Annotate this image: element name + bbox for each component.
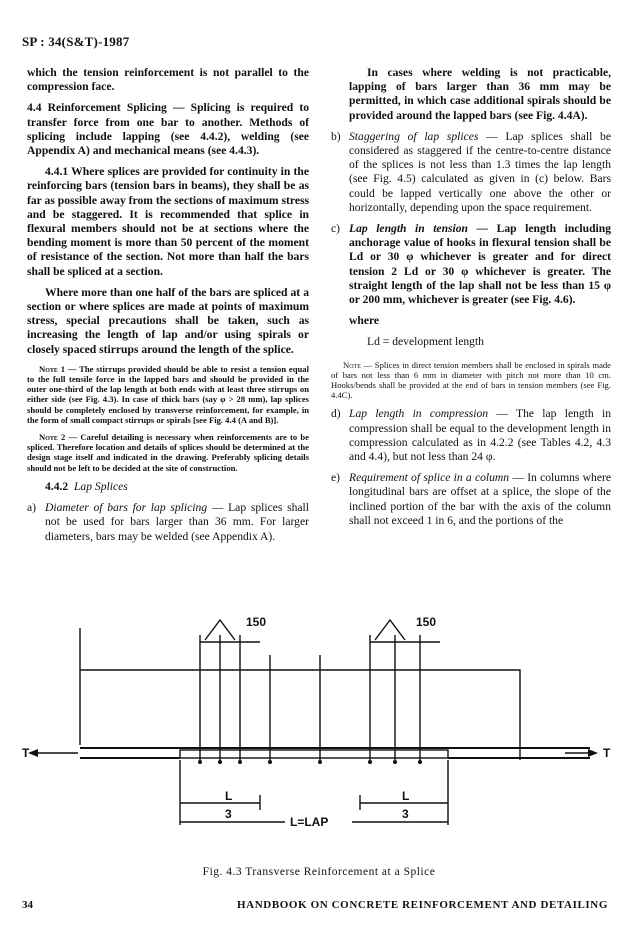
bar-dot <box>368 760 372 764</box>
note-label: Note 2 <box>39 432 66 443</box>
bar-dot <box>238 760 242 764</box>
list-title: Diameter of bars for lap splicing <box>45 501 208 515</box>
section-title: Lap Splices <box>73 479 128 493</box>
figure-transverse-reinforcement <box>20 600 620 858</box>
section-4-4-2 <box>27 480 309 494</box>
page-number: 34 <box>22 899 33 911</box>
list-text <box>349 407 611 464</box>
label-150-left: 150 <box>246 615 267 629</box>
section-number: 4.4.1 <box>45 165 69 179</box>
where-label: where <box>349 314 380 328</box>
section-4-4-1 <box>27 165 309 279</box>
list-body: — Lap length including anchorage value of hooks in flexural tension shall be Ld or 30 φ whichever is greater and for direct tension 2 Ld or 30 φ whichever is greater. The straight length of the lap shall not be less than 15 φ or 200 mm, whichever is greater (see Fig. 4.6). <box>349 222 611 307</box>
bar-dot <box>218 760 222 764</box>
section-number: 4.4.2 <box>45 479 69 493</box>
label-l3-den-left: 3 <box>225 807 232 821</box>
bar-dot <box>268 760 272 764</box>
section-title: Reinforcement Splicing <box>47 101 167 115</box>
section-number: 4.4 <box>27 101 42 115</box>
list-body: — Lap splices shall be considered as staggered if the centre-to-centre distance of the splices is not less than 1.3 times the lap length (see Fig. 4.5) calculated as given in (c) below. Bars could be lapped vertically one above the other or horizontally, depending upon the space requirement. <box>349 129 611 214</box>
note-body: — Careful detailing is necessary when reinforcements are to be spliced. Therefore location and details of splices should be determined at the design stage itself and indicated in the drawing. Preferably splicing details should not be left to be decided at the site of construction. <box>27 432 309 473</box>
note-direct-tension <box>331 360 611 401</box>
paragraph-spliced: Where more than one half of the bars are spliced at a section or where splices are made at points of maximum stress, special precautions shall be taken, such as increasing the length of lap and/or using spirals or closely spaced stirrups around the length of the splice. <box>27 285 309 356</box>
ld-definition: Ld = development length <box>367 335 484 349</box>
list-label: e) <box>331 471 341 485</box>
right-column <box>331 66 611 535</box>
note-label: Note <box>343 359 361 370</box>
list-body: — The lap length in compression shall be equal to the development length in compression calculated as in 4.2.2 (see Tables 4.2, 4.3 and 4.4), but not less than 24 φ. <box>349 407 611 464</box>
left-column <box>27 66 309 551</box>
list-item-d <box>331 407 611 464</box>
list-text <box>349 222 611 307</box>
note-2 <box>27 432 309 473</box>
footer-title: HANDBOOK ON CONCRETE REINFORCEMENT AND DETAILING <box>237 899 608 911</box>
note-body: — The stirrups provided should be able to resist a tension equal to the full tensile force in the lapped bars and should be provided in the outer one-third of the lap length at both ends with at least three stirrups on either side (see Fig. 4.3). In case of thick bars (say φ > 28 mm), lap splices should be completely enclosed by transverse reinforcement, for example, in the form of small compact stirrups or spirals [see Fig. 4.4 (A and B)]. <box>27 363 309 425</box>
section-body: — Splicing is required to transfer force from one bar to another. Methods of splicing include lapping (see 4.4.2), welding (see Appendix A) and mechanical means (see 4.4.3). <box>27 101 309 158</box>
leader-150-right <box>375 620 405 640</box>
list-text <box>349 471 611 528</box>
note-label: Note 1 <box>39 363 65 374</box>
label-lap: L=LAP <box>290 815 329 829</box>
list-item-a <box>27 501 309 544</box>
label-150-right: 150 <box>416 615 437 629</box>
list-body: — In columns where longitudinal bars are offset at a splice, the slope of the inclined portion of the bar with the axis of the column shall not exceed 1 in 6, and the portions of the <box>349 471 611 527</box>
list-label: b) <box>331 129 341 143</box>
list-body: — Lap splices shall not be used for bars larger than 36 mm. For larger diameters, bars may be welded (see Appendix A). <box>45 501 309 543</box>
label-t-right: T <box>603 746 611 760</box>
bar-dot <box>418 760 422 764</box>
running-header: SP : 34(S&T)-1987 <box>22 34 130 49</box>
list-text <box>349 130 611 215</box>
bar-dot <box>393 760 397 764</box>
label-t-left: T <box>22 746 30 760</box>
list-text <box>45 501 309 544</box>
label-l3-num-right: L <box>402 789 410 803</box>
list-title: Lap length in tension <box>349 222 468 236</box>
list-item-c <box>331 222 611 307</box>
note-1 <box>27 364 309 425</box>
bar-dot <box>318 760 322 764</box>
arrowhead-right <box>588 749 598 757</box>
note-body: — Splices in direct tension members shall be enclosed in spirals made of bars not less than 6 mm in diameter with pitch not more than 10 cm. Hooks/bends shall be provided at the end of bars in tension members (see Fig. 4.4C). <box>331 359 611 401</box>
arrowhead-left <box>28 749 38 757</box>
list-item-e <box>331 471 611 528</box>
section-body: Where splices are provided for continuity in the reinforcing bars (tension bars in beams), they shall be as far as possible away from the sections of maximum stress and be staggered. It is recommended that splice in flexural members should not be at sections where the bending moment is more than 50 percent of the moment of resistance of the section. Not more than half the bars shall be spliced at a section. <box>27 165 309 278</box>
section-4-4 <box>27 101 309 158</box>
figure-caption: Fig. 4.3 Transverse Reinforcement at a Splice <box>202 866 436 878</box>
label-l3-den-right: 3 <box>402 807 409 821</box>
beam-outline <box>80 628 520 760</box>
list-label: a) <box>27 501 37 515</box>
list-item-b <box>331 130 611 215</box>
bar-dot <box>198 760 202 764</box>
label-l3-num-left: L <box>225 789 233 803</box>
list-label: c) <box>331 222 341 236</box>
list-label: d) <box>331 407 341 421</box>
paragraph-welding: In cases where welding is not practicable, lapping of bars larger than 36 mm may be permitted, in which case additional spirals should be provided around the lapped bars (see Fig. 4.4A). <box>349 66 611 122</box>
paragraph-continued: which the tension reinforcement is not parallel to the compression face. <box>27 66 309 94</box>
list-title: Lap length in compression <box>349 407 489 421</box>
list-title: Requirement of splice in a column <box>349 471 510 485</box>
list-title: Staggering of lap splices <box>349 129 479 143</box>
